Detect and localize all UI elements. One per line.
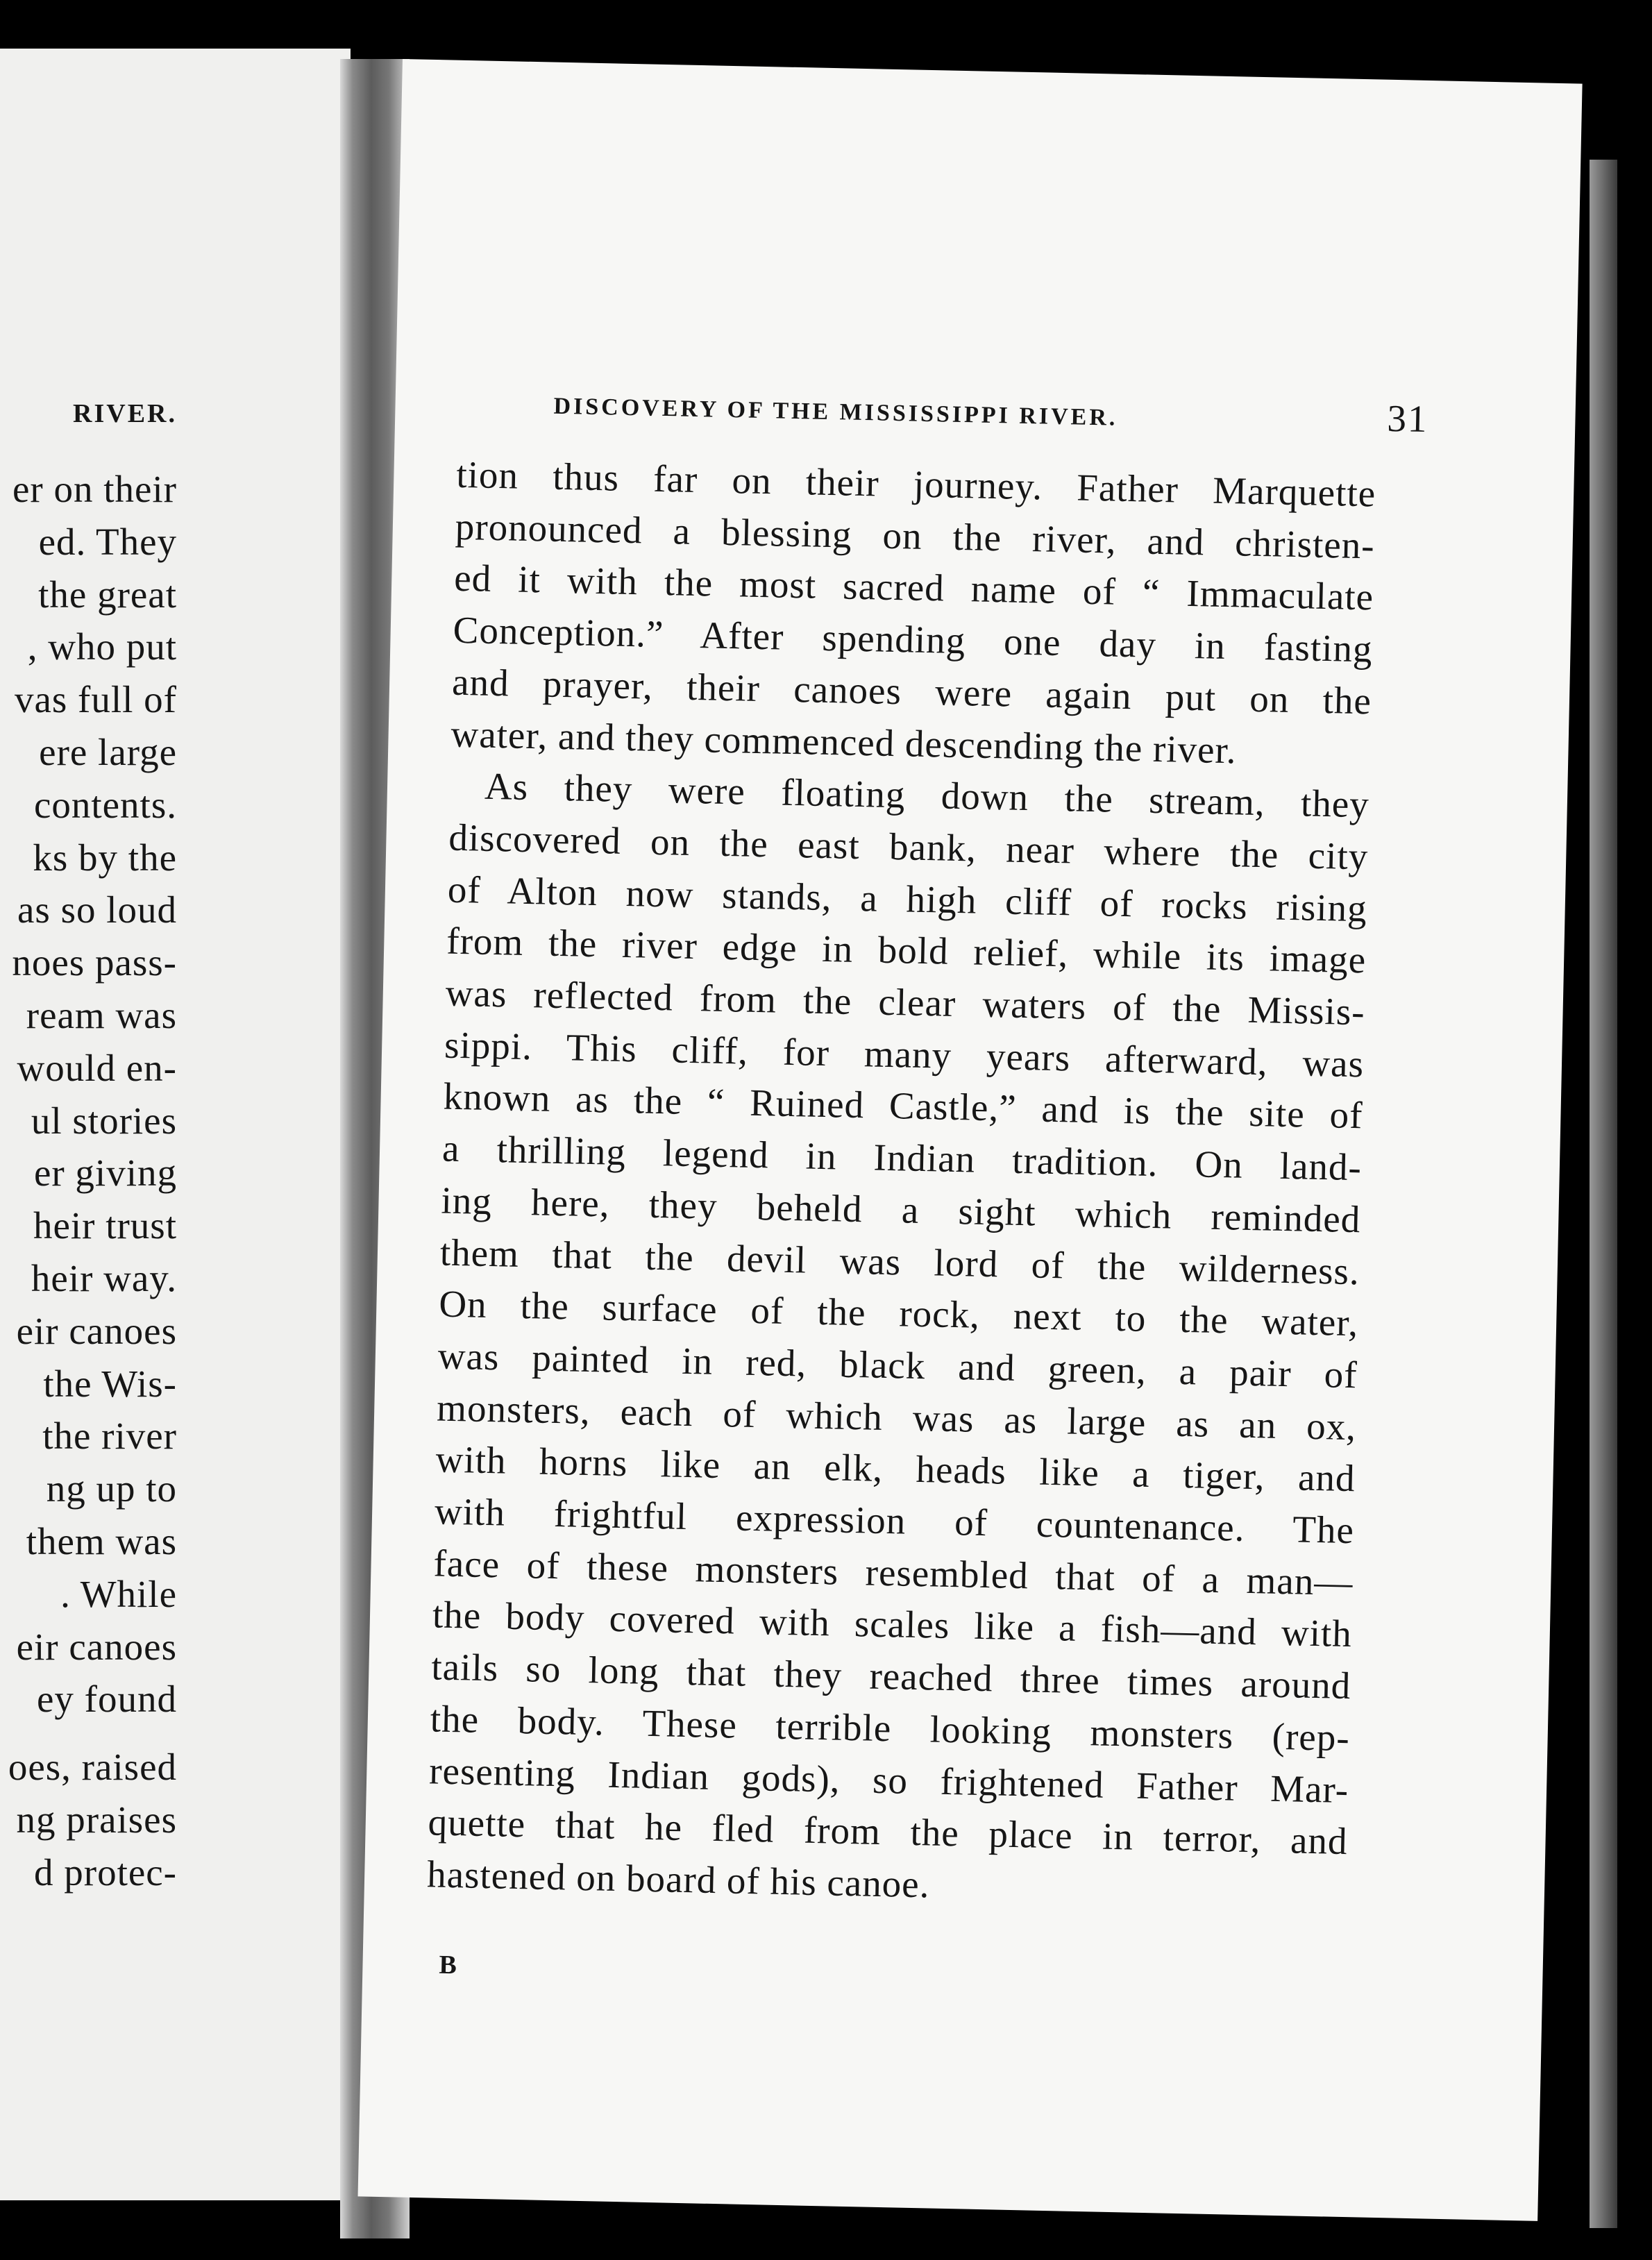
left-fragment-line: eir canoes xyxy=(16,1309,177,1352)
text-line: from the river edge in bold relief, while its image xyxy=(446,919,1367,981)
left-fragment-line: the Wis- xyxy=(43,1362,177,1405)
left-fragment-line: d protec- xyxy=(34,1850,177,1894)
left-fragment-line: would en- xyxy=(17,1046,177,1089)
text-line: ing here, they beheld a sight which reminded xyxy=(440,1179,1361,1241)
left-fragment-line: contents. xyxy=(33,783,177,826)
left-fragment-line: them was xyxy=(26,1519,177,1562)
left-fragment-line: , who put xyxy=(27,625,177,668)
paragraph-start-line: As they were floating down the stream, they xyxy=(484,764,1370,826)
text-line: On the surface of the rock, next to the water, xyxy=(438,1282,1359,1344)
text-line: resenting Indian gods), so frightened Father Mar- xyxy=(428,1748,1349,1811)
left-fragment-line: as so loud xyxy=(17,888,177,931)
left-fragment-line: eir canoes xyxy=(16,1625,177,1668)
left-fragment-line: heir trust xyxy=(33,1204,177,1247)
text-line: with horns like an elk, heads like a tiger, and xyxy=(435,1437,1356,1500)
text-line: the body covered with scales like a fish—and with xyxy=(432,1593,1353,1655)
text-line: a thrilling legend in Indian tradition. On land- xyxy=(441,1127,1363,1189)
left-fragment-line: ream was xyxy=(26,993,177,1036)
text-line: pronounced a blessing on the river, and christen- xyxy=(455,505,1376,567)
page-31 xyxy=(357,59,1582,2221)
text-line: quette that he fled from the place in terror, and xyxy=(428,1801,1349,1863)
left-fragment-line: noes pass- xyxy=(12,941,177,984)
left-running-head: RIVER. xyxy=(73,399,177,428)
left-page-text-fragments xyxy=(0,392,177,1899)
left-fragment-line: vas full of xyxy=(14,678,177,721)
text-line: known as the “ Ruined Castle,” and is the site of xyxy=(443,1075,1364,1137)
running-head xyxy=(553,379,1428,441)
left-fragment-line: heir way. xyxy=(31,1256,177,1299)
text-line: of Alton now stands, a high cliff of rocks rising xyxy=(447,868,1368,929)
text-line: monsters, each of which was as large as an ox, xyxy=(436,1386,1357,1448)
text-line: them that the devil was lord of the wilderness. xyxy=(439,1231,1360,1292)
body-text xyxy=(426,449,1376,1920)
left-fragment-line: ng up to xyxy=(46,1467,177,1510)
left-fragment-line: the great xyxy=(38,573,177,616)
text-line: tails so long that they reached three times around xyxy=(430,1645,1351,1707)
left-fragment-line: ed. They xyxy=(38,520,177,563)
left-fragment-line: . While xyxy=(60,1572,177,1615)
text-line: water, and they commenced descending the river. xyxy=(450,712,1238,771)
left-fragment-line: ey found xyxy=(37,1678,177,1721)
text-line: the body. These terrible looking monsters (rep- xyxy=(430,1697,1351,1759)
left-fragment-line: ks by the xyxy=(33,836,177,879)
page-edge-shadow xyxy=(1590,160,1617,2228)
running-head-title: DISCOVERY OF THE MISSISSIPPI RIVER. xyxy=(553,393,1118,431)
left-fragment-line: the river xyxy=(42,1415,177,1458)
left-fragment-line: ul stories xyxy=(31,1099,177,1142)
text-line: ed it with the most sacred name of “ Immaculate xyxy=(453,557,1374,618)
text-line: was painted in red, black and green, a pair of xyxy=(437,1334,1358,1397)
text-line: sippi. This cliff, for many years afterward, was xyxy=(444,1023,1365,1086)
text-line: and prayer, their canoes were again put on the xyxy=(451,660,1372,723)
text-line: hastened on board of his canoe. xyxy=(426,1853,931,1906)
page-number: 31 xyxy=(1386,396,1429,441)
left-fragment-line: oes, raised xyxy=(8,1746,177,1789)
facing-page-left xyxy=(0,49,351,2200)
left-fragment-line: ng praises xyxy=(16,1798,177,1841)
left-fragment-line: ere large xyxy=(39,730,177,773)
text-line: Conception.” After spending one day in fasting xyxy=(453,608,1374,671)
left-fragment-line: er on their xyxy=(12,468,177,510)
text-line: with frightful expression of countenance. The xyxy=(434,1490,1355,1552)
signature-mark: B xyxy=(439,1950,457,1980)
text-line: was reflected from the clear waters of the Missis- xyxy=(445,971,1366,1034)
text-line: discovered on the east bank, near where the city xyxy=(448,816,1369,878)
text-line: face of these monsters resembled that of a man— xyxy=(432,1542,1354,1603)
left-fragment-line: er giving xyxy=(33,1152,177,1195)
text-line: tion thus far on their journey. Father Marquette xyxy=(455,453,1376,515)
